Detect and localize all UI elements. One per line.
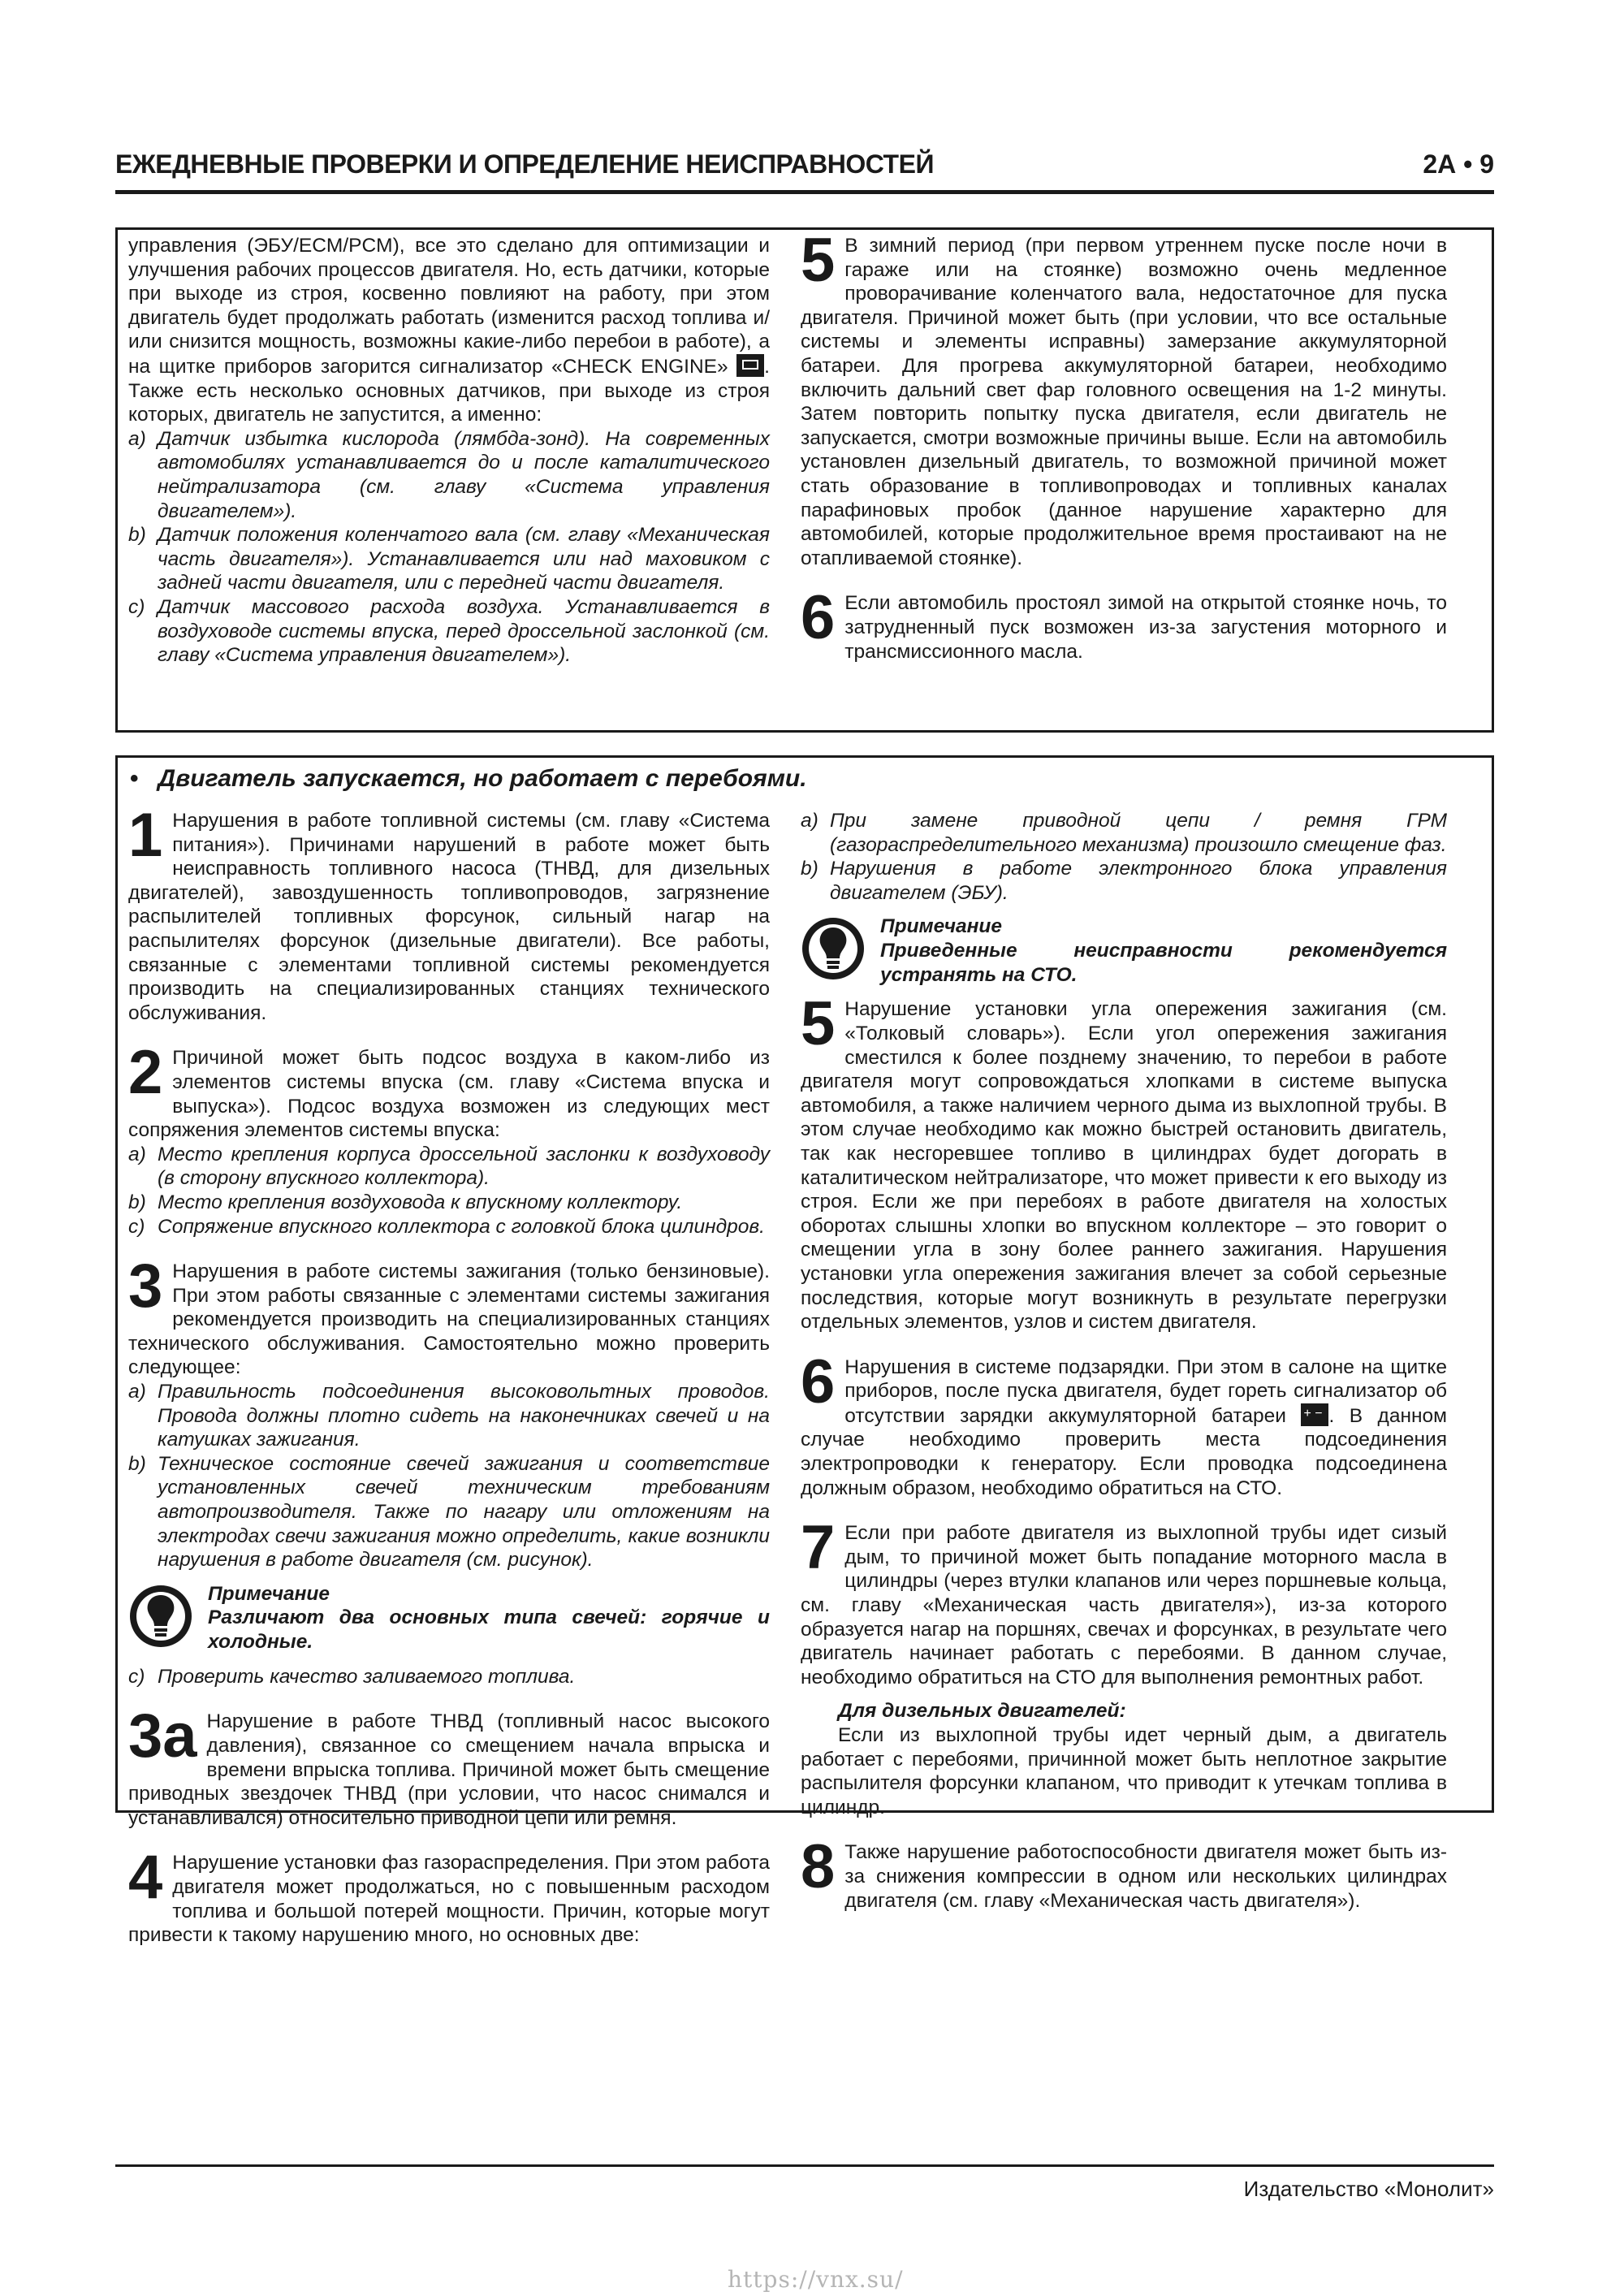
item-number: 4 [128,1843,163,1913]
top-left-column [128,234,770,668]
top-right-column [801,226,1447,664]
watermark-link[interactable]: https://vnx.su/ [728,2266,904,2293]
publisher: Издательство «Монолит» [1243,2177,1494,2201]
note-text: Примечание Приведенные неисправности рекомендуется устранять на СТО. [880,915,1447,986]
list-item: b) Место крепления воздуховода к впускному коллектору. [128,1191,683,1213]
numbered-item: 4 Нарушение установки фаз газораспределения. При этом работа двигателя может продолжаться, но с повышенным расходом топлива и большой потерей мощности. Причин, которые могут привести к такому нарушению много, но основных две: [128,1843,770,1947]
numbered-item: 6 Если автомобиль простоял зимой на открытой стоянке ночь, то затрудненный пуск возможен из-за загустения моторного и трансмиссионного масла. [801,583,1447,663]
note-box [801,915,1447,988]
list-item: a) Датчик избытка кислорода (лямбда-зонд). На современных автомобилях устанавливается до и после каталитического нейтрализатора (см. главу «Система управления двигателем»). [128,427,770,522]
item-number: 5 [801,989,836,1059]
item-number: 2 [128,1038,163,1108]
item-number: 3 [128,1252,163,1321]
lightbulb-icon [128,1584,193,1649]
note-text: Примечание Различают два основных типа свечей: горячие и холодные. [208,1582,770,1653]
list-item: a) Место крепления корпуса дроссельной заслонки к воздуховоду (в сторону впускного коллектора). [128,1143,770,1190]
item-number: 5 [801,226,836,295]
footer-divider [115,2164,1494,2167]
list-item: c) Сопряжение впускного коллектора с головкой блока цилиндров. [128,1215,765,1238]
item-number: 3а [128,1701,197,1771]
main-right-column [801,809,1447,1913]
header-divider [115,190,1494,194]
list-item: a) Правильность подсоединения высоковольтных проводов. Провода должны плотно сидеть на наконечниках свечей и на катушках зажигания. [128,1381,770,1451]
list-item: b) Датчик положения коленчатого вала (см. главу «Механическая часть двигателя»). Устанавливается или над маховиком с задней части двигателя, или с передней части двигателя. [128,524,770,595]
check-engine-icon [736,354,764,377]
note-title: Примечание [208,1582,330,1605]
list-item: c) Датчик массового расхода воздуха. Устанавливается в воздуховоде системы впуска, перед дроссельной заслонкой (см. главу «Система управления двигателем»). [128,595,770,667]
page-header [115,145,1494,192]
note-title: Примечание [880,915,1002,938]
battery-icon [1301,1403,1328,1426]
list-item: a) При замене приводной цепи / ремня ГРМ (газораспределительного механизма) произошло смещение фаз. [801,810,1447,856]
list-item: b) Техническое состояние свечей зажигания и соответствие установленных свечей техническим требованиям автопроизводителя. Также по нагару или отложениям на электродах свечи зажигания можно определить, какие возникли нарушения в работе двигателя (см. рисунок). [128,1452,770,1572]
numbered-item: 5 Нарушение установки угла опережения зажигания (см. «Толковый словарь»). Если угол опережения зажигания сместился к более позднему значению, то перебои в работе двигателя могут сопровождаться хлопками в системе выпуска автомобиля, а также наличием черного дыма из выхлопной трубы. В этом случае необходимо как можно быстрей остановить двигатель, так как несгоревшее топливо в цилиндрах будет догорать в каталитическом нейтрализаторе, что может привести к его выходу из строя. Если же при перебоях в работе двигателя на холостых оборотах слышны хлопки во впускном коллекторе – это говорит о смещении угла в зону более раннего зажигания. Нарушения установки угла опережения зажигания влечет за собой серьезные последствия, которые могут возникнуть в результате перегрузки отдельных элементов, узлов и систем двигателя. [801,989,1447,1334]
numbered-item: 7 Если при работе двигателя из выхлопной трубы идет сизый дым, то причиной может быть попадание моторного масла в цилиндры (через втулки клапанов или через поршневые кольца, см. главу «Механическая часть двигателя»), из-за которого образуется нагар на поршнях, свечах и форсунках, в результате чего двигатель начинает работать с перебоями. В данном случае, необходимо обратиться на СТО для выполнения ремонтных работ. [801,1513,1447,1688]
paragraph: Если из выхлопной трубы идет черный дым, а двигатель работает с перебоями, причинной может быть неплотное закрытие распылителя форсунки клапаном, что приводит к утечкам топлива в цилиндр. [801,1724,1447,1818]
numbered-item: 8 Также нарушение работоспособности двигателя может быть из-за снижения компрессии в одном или нескольких цилиндрах двигателя (см. главу «Механическая часть двигателя»). [801,1832,1447,1912]
item-number: 1 [128,801,163,870]
main-left-column [128,801,770,1948]
section-heading: • Двигатель запускается, но работает с перебоями. [130,765,807,792]
page-number: 2А • 9 [1423,149,1494,179]
numbered-item: 1 Нарушения в работе топливной системы (см. главу «Система питания»). Причинами нарушений в работе может быть неисправность топливного насоса (ТНВД, для дизельных двигателей), завоздушенность топливопроводов, загрязнение распылителей топливных форсунок, сильный нагар на распылителях форсунок (дизельные двигатели). Все работы, связанные с элементами топливной системы рекомендуется производить на специализированных станциях технического обслуживания. [128,801,770,1024]
numbered-item: 2 Причиной может быть подсос воздуха в каком-либо из элементов системы впуска (см. главу «Система впуска и выпуска»). Подсос воздуха возможен из следующих мест сопряжения элементов системы впуска: [128,1038,770,1142]
numbered-item: 6 Нарушения в системе подзарядки. При этом в салоне на щитке приборов, после пуска двигателя, будет гореть сигнализатор об отсутствии зарядки аккумуляторной батареи + − . В данном случае необходимо проверить места подсоединения электропроводки к генератору. Если проводка подсоединена должным образом, необходимо обратиться на СТО. [801,1356,1447,1501]
numbered-item: 3 Нарушения в работе системы зажигания (только бензиновые). При этом работы связанные с элементами системы зажигания рекомендуется производить на специализированных станциях технического обслуживания. Самостоятельно можно проверить следующее: [128,1252,770,1379]
subheading: Для дизельных двигателей: [838,1700,1126,1723]
paragraph: управления (ЭБУ/ECM/PCM), все это сделано для оптимизации и улучшения рабочих процессов двигателя. Но, есть датчики, которые при выходе из строя, косвенно повлияют на работу, при этом двигатель будет продолжать работать (изменится расход топлива и/или снизится мощность, возможны какие-либо перебои в работе), а на щитке приборов загорится сигнализатор «CHECK ENGINE» . Также есть несколько основных датчиков, при выходе из строя которых, двигатель не запустится, а именно: [128,235,770,426]
list-item: c) Проверить качество заливаемого топлива. [128,1665,576,1688]
page-title: ЕЖЕДНЕВНЫЕ ПРОВЕРКИ И ОПРЕДЕЛЕНИЕ НЕИСПРАВНОСТЕЙ [115,149,934,179]
numbered-item: 5 В зимний период (при первом утреннем пуске после ночи в гараже или на стоянке) возможно очень медленное проворачивание коленчатого вала, недостаточное для пуска двигателя. Причиной может быть (при условии, что все остальные системы и элементы исправны) замерзание аккумуляторной батареи. Для прогрева аккумуляторной батареи, необходимо включить дальний свет фар головного освещения на 1-2 минуты. Затем повторить попытку пуска двигателя, если двигатель не запускается, смотри возможные причины выше. Если на автомобиль установлен дизельный двигатель, то возможной причиной может стать образование в топливопроводах и топливных каналах парафиновых пробок (данное нарушение характерно для автомобилей, которые продолжительное время простаивают на не отапливаемой стоянке). [801,226,1447,569]
numbered-item: 3а Нарушение в работе ТНВД (топливный насос высокого давления), связанное со смещением начала впрыска и времени впрыска топлива. Причиной может быть смещение приводных звездочек ТНВД (при условии, что насос снимался и устанавливался) относительно приводной цепи или ремня. [128,1701,770,1829]
list-item: b) Нарушения в работе электронного блока управления двигателем (ЭБУ). [801,858,1447,904]
item-number: 7 [801,1513,836,1583]
item-number: 8 [801,1832,836,1902]
note-box [128,1582,770,1655]
item-number: 6 [801,1347,836,1416]
lightbulb-icon [801,916,866,981]
item-number: 6 [801,583,836,653]
